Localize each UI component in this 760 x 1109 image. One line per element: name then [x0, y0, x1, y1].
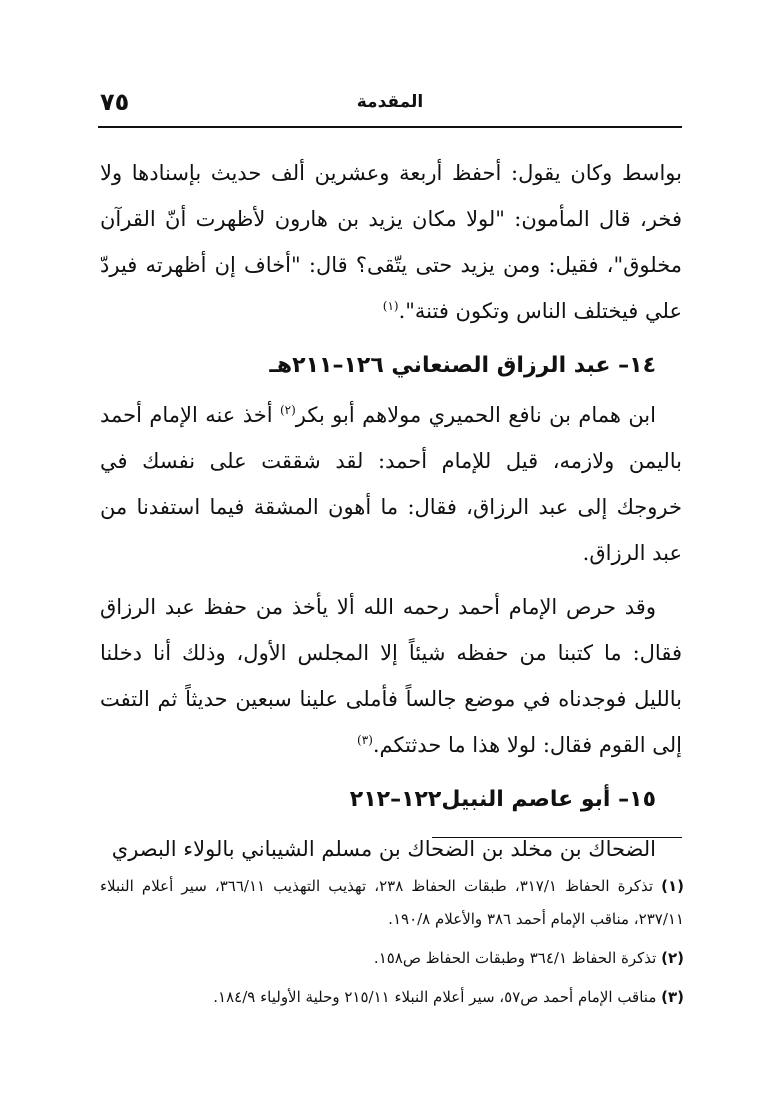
main-text	[100, 150, 682, 872]
paragraph-3	[100, 584, 682, 768]
paragraph-2-text-a: ابن همام بن نافع الحميري مولاهم أبو بكر	[295, 403, 656, 427]
footnote-3-text: مناقب الإمام أحمد ص٥٧، سير أعلام النبلاء ٢١٥/١١ وحلية الأولياء ١٨٤/٩.	[213, 988, 662, 1006]
footnote-2	[100, 942, 684, 975]
paragraph-2-text-b: أخذ عنه الإمام أحمد باليمن ولازمه، قيل للإمام أحمد: لقد شققت على نفسك في خروجك إلى عبد الرزاق، فقال: ما أهون المشقة فيما استفدنا من عبد الرزاق.	[100, 403, 682, 565]
footnote-rule	[432, 837, 682, 838]
paragraph-1	[100, 150, 682, 334]
running-title: المقدمة	[356, 92, 424, 112]
footnotes	[100, 870, 684, 1020]
footnote-3-mark: (٣)	[661, 988, 684, 1006]
section-heading-15: ١٥– أبو عاصم النبيل١٢٢–٢١٢	[349, 787, 656, 812]
footnote-2-text: تذكرة الحفاظ ٣٦٤/١ وطبقات الحفاظ ص١٥٨.	[373, 949, 662, 967]
section-heading-14: ١٤– عبد الرزاق الصنعاني ١٢٦–٢١١هـ	[269, 353, 656, 378]
footnote-ref-3: (٣)	[357, 733, 373, 747]
footnote-ref-1: (١)	[382, 299, 399, 313]
footnote-1-mark: (١)	[661, 877, 684, 895]
paragraph-1-text: بواسط وكان يقول: أحفظ أربعة وعشرين ألف حديث بإسنادها ولا فخر، قال المأمون: "لولا مكان يزيد بن هارون لأظهرت أنّ القرآن مخلوق"، فقيل: ومن يزيد حتى يتّقى؟ قال: "أخاف إن أظهرته فيردّ علي فيختلف الناس وتكون فتنة".	[100, 161, 682, 323]
header-rule	[98, 126, 682, 128]
footnote-3	[100, 981, 684, 1014]
footnote-ref-2: (٢)	[279, 403, 296, 417]
paragraph-3-text: وقد حرص الإمام أحمد رحمه الله ألا يأخذ من حفظ عبد الرزاق فقال: ما كتبنا من حفظه شيئاً إلا المجلس الأول، وذلك أنا دخلنا بالليل فوجدناه في موضع جالساً فأملى علينا سبعين حديثاً ثم التفت إلى القوم فقال: لولا هذا ما حدثتكم.	[100, 595, 682, 757]
page-number: ٧٥	[100, 88, 130, 116]
running-header	[100, 88, 680, 128]
paragraph-4: الضحاك بن مخلد بن الضحاك بن مسلم الشيباني بالولاء البصري	[111, 837, 656, 861]
footnote-1-text: تذكرة الحفاظ ٣١٧/١، طبقات الحفاظ ٢٣٨، تهذيب التهذيب ٣٦٦/١١، سير أعلام النبلاء ٢٣٧/١١، مناقب الإمام أحمد ٣٨٦ والأعلام ١٩٠/٨.	[100, 877, 684, 928]
footnote-2-mark: (٢)	[661, 949, 684, 967]
footnote-1	[100, 870, 684, 936]
paragraph-2	[100, 392, 682, 576]
